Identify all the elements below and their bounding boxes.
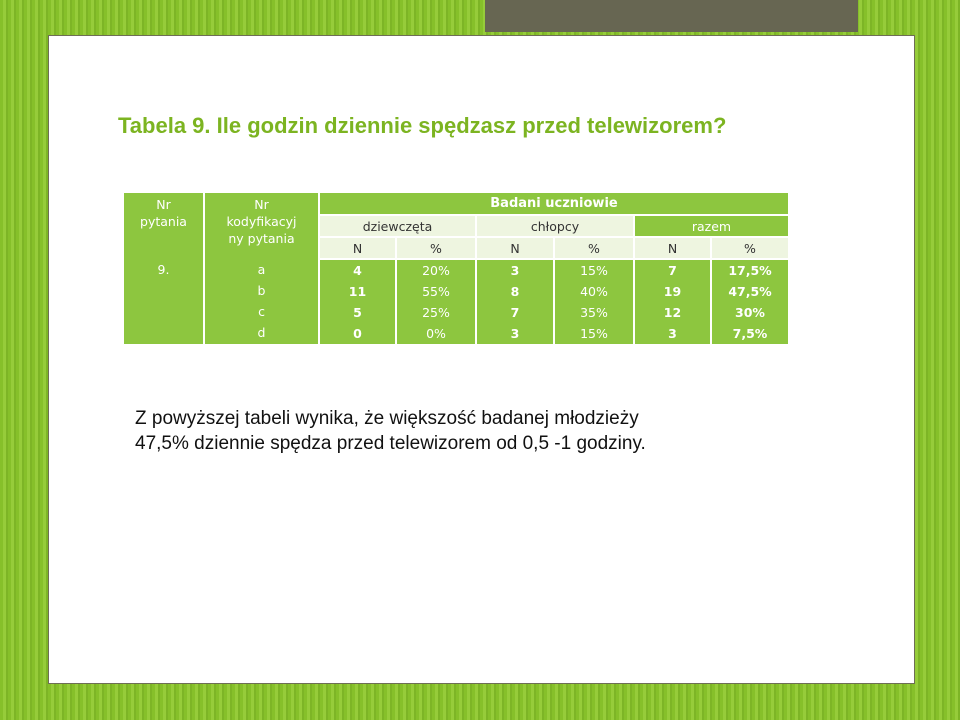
codes-cell [204, 259, 319, 344]
total-pct-cell: 17,5% 47,5% 30% 7,5% [711, 259, 788, 344]
summary-line-2: 47,5% dziennie spędza przed telewizorem od 0,5 -1 godziny. [135, 433, 646, 454]
results-table [124, 193, 788, 344]
summary-text [135, 406, 835, 456]
header-code-number: Nr kodyfikacyj ny pytania [204, 193, 319, 259]
slide-title: Tabela 9. Ile godzin dziennie spędzasz przed telewizorem? [118, 113, 727, 138]
subgroup-total: razem [634, 215, 788, 237]
code-c: c [258, 304, 265, 319]
header-surveyed-students: Badani uczniowie [319, 193, 788, 215]
girls-n-cell: 4 11 5 0 [319, 259, 396, 344]
code-b: b [257, 283, 266, 298]
boys-pct-cell: 15% 40% 35% 15% [554, 259, 634, 344]
subgroup-girls: dziewczęta [319, 215, 476, 237]
subheader-girls-n: N [319, 237, 396, 259]
subheader-girls-pct: % [396, 237, 476, 259]
girls-pct-cell: 20% 55% 25% 0% [396, 259, 476, 344]
total-n-cell: 7 19 12 3 [634, 259, 711, 344]
header-question-number: Nr pytania [124, 193, 204, 259]
summary-line-1: Z powyższej tabeli wynika, że większość badanej młodzieży [135, 408, 639, 429]
code-a: a [257, 262, 266, 277]
subheader-boys-pct: % [554, 237, 634, 259]
subheader-boys-n: N [476, 237, 554, 259]
subheader-total-pct: % [711, 237, 788, 259]
subheader-total-n: N [634, 237, 711, 259]
top-decorative-bar [485, 0, 858, 32]
question-number-cell: 9. [124, 259, 204, 344]
boys-n-cell: 3 8 7 3 [476, 259, 554, 344]
subgroup-boys: chłopcy [476, 215, 634, 237]
code-d: d [257, 325, 266, 340]
